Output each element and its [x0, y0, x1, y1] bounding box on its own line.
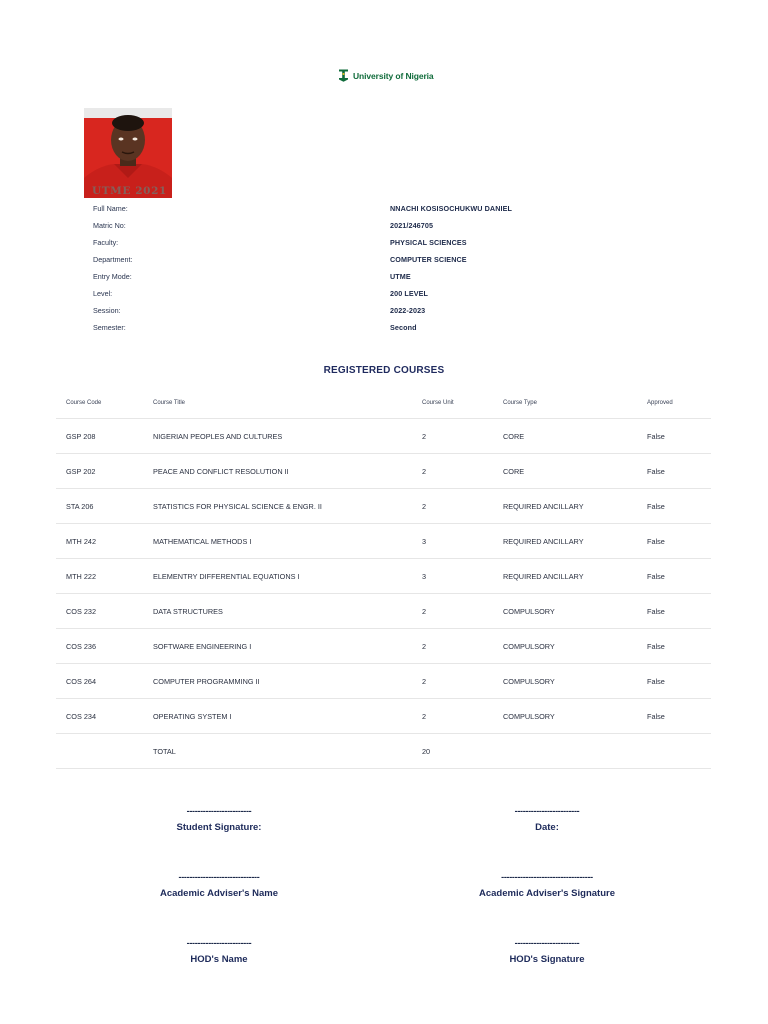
total-empty-cell [56, 734, 143, 769]
signature-line: ------------------------ [186, 938, 252, 948]
course-type: COMPULSORY [493, 699, 637, 734]
course-type: COMPULSORY [493, 664, 637, 699]
course-type: COMPULSORY [493, 594, 637, 629]
table-row [56, 664, 711, 699]
detail-value: 200 LEVEL [390, 289, 429, 298]
table-header-row [56, 388, 711, 419]
detail-label: Level: [93, 289, 113, 298]
detail-row-session [93, 302, 613, 319]
detail-row-matric-no [93, 217, 613, 234]
course-code: MTH 242 [56, 524, 143, 559]
student-signature-block [99, 806, 339, 833]
course-title: DATA STRUCTURES [143, 594, 412, 629]
university-logo [338, 69, 434, 82]
course-title: ELEMENTRY DIFFERENTIAL EQUATIONS I [143, 559, 412, 594]
university-crest-icon [338, 69, 349, 82]
detail-label: Entry Mode: [93, 272, 132, 281]
course-approved: False [637, 489, 711, 524]
course-title: STATISTICS FOR PHYSICAL SCIENCE & ENGR. II [143, 489, 412, 524]
hod-name-block [99, 938, 339, 965]
course-type: CORE [493, 419, 637, 454]
course-unit: 2 [412, 594, 493, 629]
course-approved: False [637, 699, 711, 734]
total-empty-cell [637, 734, 711, 769]
detail-row-level [93, 285, 613, 302]
table-row [56, 559, 711, 594]
hod-name-label: HOD's Name [190, 954, 248, 965]
detail-value: 2022-2023 [390, 306, 426, 315]
table-row [56, 454, 711, 489]
photo-watermark: UTME 2021 [92, 185, 167, 197]
course-title: COMPUTER PROGRAMMING II [143, 664, 412, 699]
course-type: CORE [493, 454, 637, 489]
course-approved: False [637, 524, 711, 559]
adviser-name-block [99, 872, 339, 899]
table-row [56, 594, 711, 629]
course-unit: 2 [412, 664, 493, 699]
course-unit: 3 [412, 559, 493, 594]
total-row [56, 734, 711, 769]
course-unit: 2 [412, 489, 493, 524]
adviser-name-label: Academic Adviser's Name [159, 888, 279, 899]
course-code: COS 232 [56, 594, 143, 629]
student-signature-label: Student Signature: [176, 822, 262, 833]
university-name: University of Nigeria [353, 70, 434, 81]
signature-line: ------------------------ [186, 806, 252, 816]
detail-row-department [93, 251, 613, 268]
detail-value: COMPUTER SCIENCE [390, 255, 467, 264]
hod-signature-label: HOD's Signature [509, 954, 585, 965]
detail-row-faculty [93, 234, 613, 251]
courses-table [56, 388, 711, 769]
signature-line: ------------------------------ [178, 872, 260, 882]
course-approved: False [637, 664, 711, 699]
detail-value: 2021/246705 [390, 221, 434, 230]
course-title: PEACE AND CONFLICT RESOLUTION II [143, 454, 412, 489]
course-code: COS 234 [56, 699, 143, 734]
course-approved: False [637, 454, 711, 489]
date-block [427, 806, 667, 833]
course-title: NIGERIAN PEOPLES AND CULTURES [143, 419, 412, 454]
course-type: COMPULSORY [493, 629, 637, 664]
detail-value: UTME [390, 272, 411, 281]
table-row [56, 699, 711, 734]
course-approved: False [637, 629, 711, 664]
detail-value: PHYSICAL SCIENCES [390, 238, 467, 247]
course-type: REQUIRED ANCILLARY [493, 524, 637, 559]
course-type: REQUIRED ANCILLARY [493, 489, 637, 524]
course-approved: False [637, 594, 711, 629]
table-row [56, 524, 711, 559]
course-code: GSP 208 [56, 419, 143, 454]
detail-label: Department: [93, 255, 133, 264]
detail-label: Faculty: [93, 238, 119, 247]
detail-value: NNACHI KOSISOCHUKWU DANIEL [390, 204, 512, 213]
detail-label: Full Name: [93, 204, 128, 213]
total-empty-cell [493, 734, 637, 769]
course-title: OPERATING SYSTEM I [143, 699, 412, 734]
registered-courses-title: REGISTERED COURSES [323, 365, 445, 376]
total-label: TOTAL [143, 734, 412, 769]
table-row [56, 629, 711, 664]
table-row [56, 489, 711, 524]
course-code: MTH 222 [56, 559, 143, 594]
detail-row-semester [93, 319, 613, 336]
header-course-title: Course Title [143, 388, 412, 419]
header-approved: Approved [637, 388, 711, 419]
detail-label: Semester: [93, 323, 126, 332]
student-photo [84, 108, 172, 198]
detail-label: Session: [93, 306, 121, 315]
date-label: Date: [535, 822, 559, 833]
course-title: SOFTWARE ENGINEERING I [143, 629, 412, 664]
course-unit: 2 [412, 454, 493, 489]
course-code: STA 206 [56, 489, 143, 524]
course-unit: 2 [412, 629, 493, 664]
course-approved: False [637, 559, 711, 594]
course-approved: False [637, 419, 711, 454]
course-code: COS 264 [56, 664, 143, 699]
course-unit: 3 [412, 524, 493, 559]
course-type: REQUIRED ANCILLARY [493, 559, 637, 594]
course-title: MATHEMATICAL METHODS I [143, 524, 412, 559]
detail-value: Second [390, 323, 417, 332]
course-unit: 2 [412, 699, 493, 734]
signature-line: ------------------------ [514, 938, 580, 948]
table-row [56, 419, 711, 454]
header-course-type: Course Type [493, 388, 637, 419]
detail-row-entry-mode [93, 268, 613, 285]
signature-line: ---------------------------------- [501, 872, 593, 882]
signature-line: ------------------------ [514, 806, 580, 816]
course-code: COS 236 [56, 629, 143, 664]
course-code: GSP 202 [56, 454, 143, 489]
course-unit: 2 [412, 419, 493, 454]
header-course-code: Course Code [56, 388, 143, 419]
header-course-unit: Course Unit [412, 388, 493, 419]
detail-label: Matric No: [93, 221, 126, 230]
adviser-signature-block [427, 872, 667, 899]
student-details [93, 200, 613, 336]
hod-signature-block [427, 938, 667, 965]
adviser-signature-label: Academic Adviser's Signature [478, 888, 615, 899]
total-units: 20 [412, 734, 493, 769]
detail-row-full-name [93, 200, 613, 217]
